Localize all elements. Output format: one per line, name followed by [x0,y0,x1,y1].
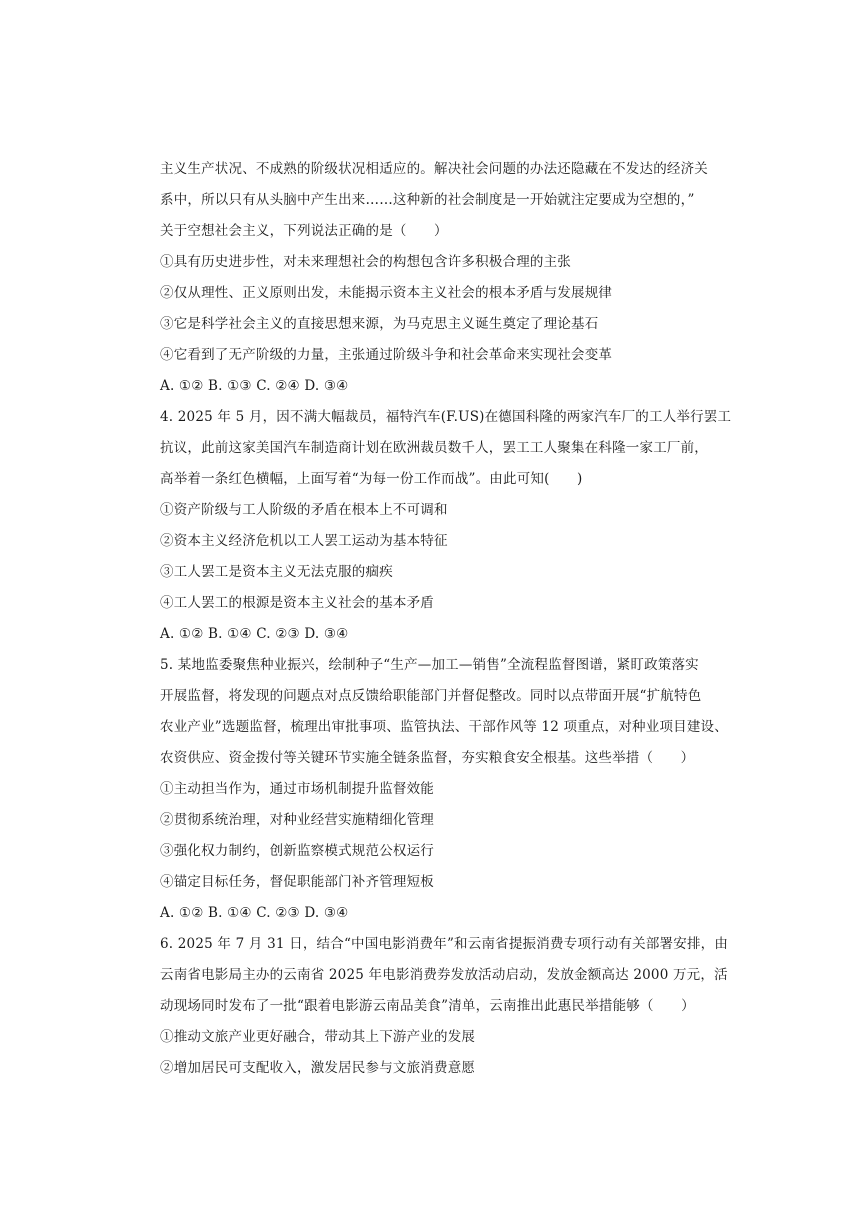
q5-option-3: ③强化权力制约，创新监察模式规范公权运行 [160,843,434,859]
intro-option-1: ①具有历史进步性，对未来理想社会的构想包含许多积极合理的主张 [160,254,571,270]
q4-line-1: 4. 2025 年 5 月，因不满大幅裁员，福特汽车(F.US)在德国科隆的两家汽车厂的工人举行罢工 [160,409,732,425]
q4-option-4: ④工人罢工的根源是资本主义社会的基本矛盾 [160,595,434,611]
intro-question-stem: 关于空想社会主义，下列说法正确的是（ ） [160,223,448,239]
intro-option-3: ③它是科学社会主义的直接思想来源，为马克思主义诞生奠定了理论基石 [160,316,599,332]
q6-option-1: ①推动文旅产业更好融合，带动其上下游产业的发展 [160,1029,476,1045]
q5-line-4: 农资供应、资金拨付等关键环节实施全链条监督，夯实粮食安全根基。这些举措（ ） [160,750,695,766]
intro-option-4: ④它看到了无产阶级的力量，主张通过阶级斗争和社会革命来实现社会变革 [160,347,613,363]
q5-line-2: 开展监督，将发现的问题点对点反馈给职能部门并督促整改。同时以点带面开展“扩航特色 [160,688,702,704]
q5-line-3: 农业产业”选题监督，梳理出审批事项、监管执法、干部作风等 12 项重点，对种业项目建设、 [160,719,728,735]
q5-option-2: ②贯彻系统治理，对种业经营实施精细化管理 [160,812,434,828]
q4-option-1: ①资产阶级与工人阶级的矛盾在根本上不可调和 [160,502,448,518]
q4-line-2: 抗议，此前这家美国汽车制造商计划在欧洲裁员数千人，罢工工人聚集在科隆一家工厂前， [160,440,708,456]
intro-line-2: 系中，所以只有从头脑中产生出来……这种新的社会制度是一开始就注定要成为空想的，” [160,192,695,208]
q5-answer-choices: A. ①② B. ①④ C. ②③ D. ③④ [160,905,349,921]
q5-option-1: ①主动担当作为，通过市场机制提升监督效能 [160,781,434,797]
q6-option-2: ②增加居民可支配收入，激发居民参与文旅消费意愿 [160,1060,476,1076]
q4-option-2: ②资本主义经济危机以工人罢工运动为基本特征 [160,533,448,549]
intro-line-1: 主义生产状况、不成熟的阶级状况相适应的。解决社会问题的办法还隐藏在不发达的经济关 [160,161,708,177]
q6-line-2: 云南省电影局主办的云南省 2025 年电影消费券发放活动启动，发放金额高达 2000 万元，活 [160,967,728,983]
q5-option-4: ④锚定目标任务，督促职能部门补齐管理短板 [160,874,434,890]
intro-option-2: ②仅从理性、正义原则出发，未能揭示资本主义社会的根本矛盾与发展规律 [160,285,613,301]
q6-line-3: 动现场同时发布了一批“跟着电影游云南品美食”清单，云南推出此惠民举措能够（ ） [160,998,695,1014]
q4-line-3: 高举着一条红色横幅，上面写着“为每一份工作而战”。由此可知( ) [160,471,583,487]
q6-line-1: 6. 2025 年 7 月 31 日，结合“中国电影消费年”和云南省提振消费专项行动有关部署安排，由 [160,936,729,952]
intro-answer-choices: A. ①② B. ①③ C. ②④ D. ③④ [160,378,349,394]
q4-answer-choices: A. ①② B. ①④ C. ②③ D. ③④ [160,626,349,642]
q4-option-3: ③工人罢工是资本主义无法克服的痼疾 [160,564,393,580]
q5-line-1: 5. 某地监委聚焦种业振兴，绘制种子“生产—加工—销售”全流程监督图谱，紧盯政策落实 [160,657,699,673]
